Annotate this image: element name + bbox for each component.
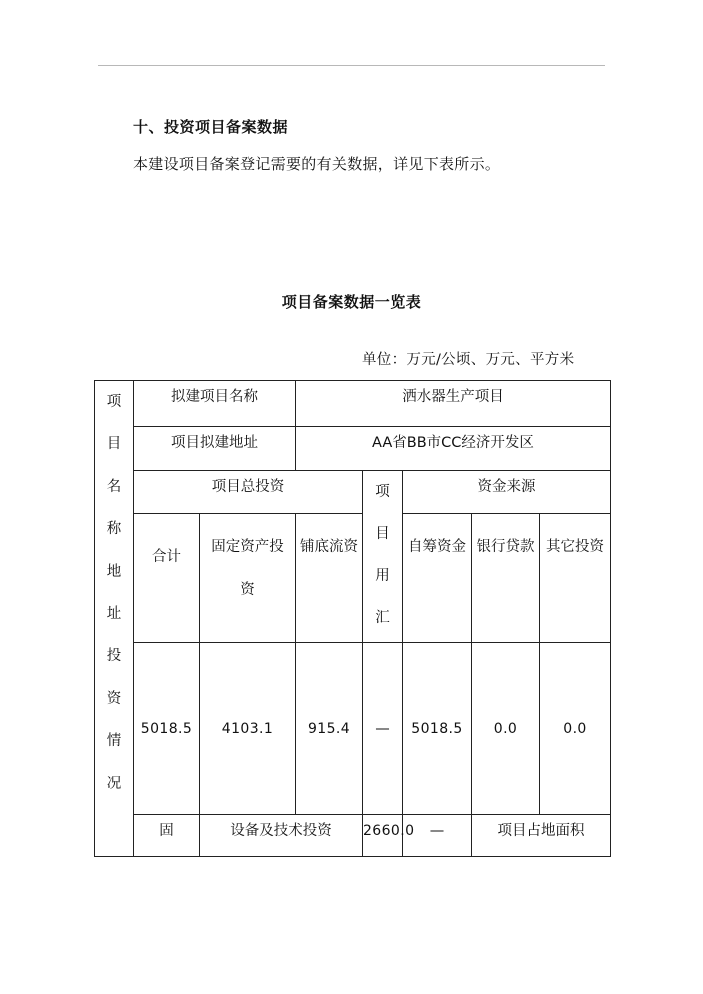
equip-label: 设备及技术投资 <box>200 815 363 857</box>
val-self: 5018.5 <box>403 643 472 815</box>
col-working <box>296 514 363 643</box>
val-total: 5018.5 <box>134 643 200 815</box>
col-bank-text: 银行贷款 <box>476 539 535 555</box>
col-fixed <box>200 514 296 643</box>
total-investment-label: 项目总投资 <box>134 471 363 514</box>
side-label-next: 固 <box>134 815 200 857</box>
huihui-label-cell <box>363 471 403 643</box>
val-huihui: — <box>363 643 403 815</box>
side-label-cell <box>95 381 134 857</box>
funding-label: 资金来源 <box>403 471 611 514</box>
land-label: 项目占地面积 <box>472 815 611 857</box>
col-working-text: 铺底流资 <box>300 539 358 555</box>
col-total-text: 合计 <box>152 549 181 565</box>
record-table <box>94 380 611 857</box>
equip-dash: — <box>403 815 472 857</box>
intro-paragraph: 本建设项目备案登记需要的有关数据，详见下表所示。 <box>133 155 501 173</box>
val-bank: 0.0 <box>472 643 540 815</box>
unit-line: 单位：万元/公顷、万元、平方米 <box>362 352 575 368</box>
equip-value: 2660.0 <box>363 815 403 857</box>
table-title: 项目备案数据一览表 <box>281 293 422 311</box>
site-value: AA省BB市CC经济开发区 <box>296 427 611 471</box>
col-other-text: 其它投资 <box>546 539 604 555</box>
side-label: 项目名称地址投资情况 <box>106 394 122 792</box>
val-other: 0.0 <box>540 643 611 815</box>
col-self <box>403 514 472 643</box>
val-working: 915.4 <box>296 643 363 815</box>
name-value: 洒水器生产项目 <box>296 381 611 427</box>
section-title: 十、投资项目备案数据 <box>133 118 289 136</box>
huihui-label: 项目用汇 <box>375 484 390 626</box>
site-label: 项目拟建地址 <box>134 427 296 471</box>
name-label: 拟建项目名称 <box>134 381 296 427</box>
col-other <box>540 514 611 643</box>
header-rule <box>98 65 605 66</box>
col-total <box>134 514 200 643</box>
col-fixed-text: 固定资产投资 <box>211 539 284 598</box>
col-self-text: 自筹资金 <box>408 539 466 555</box>
val-fixed: 4103.1 <box>200 643 296 815</box>
col-bank <box>472 514 540 643</box>
